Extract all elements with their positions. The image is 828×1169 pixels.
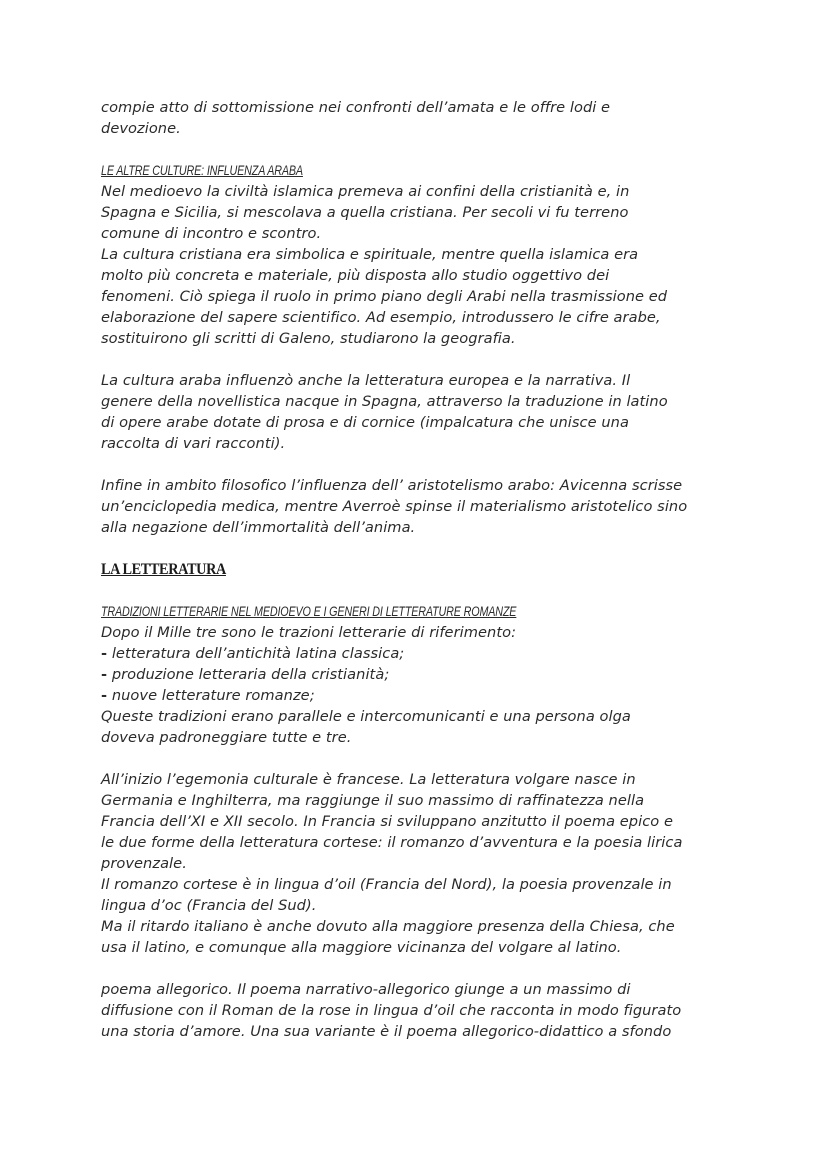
bullet-mark: - xyxy=(101,645,108,662)
text-line: le due forme della letteratura cortese: il romanzo d’avventura e la poesia lirica xyxy=(101,834,683,851)
text-line: compie atto di sottomissione nei confronti dell’amata e le offre lodi e xyxy=(101,99,611,116)
list-item-text: letteratura dell’antichità latina classica; xyxy=(111,645,405,662)
list-item xyxy=(101,664,741,685)
text-line: Nel medioevo la civiltà islamica premeva ai confini della cristianità e, in xyxy=(101,183,630,200)
paragraph-tradizioni xyxy=(101,622,741,748)
text-line: di opere arabe dotate di prosa e di cornice (impalcatura che unisce una xyxy=(101,414,629,431)
text-line: diffusione con il Roman de la rose in lingua d’oil che racconta in modo figurato xyxy=(101,1002,682,1019)
section-title-letteratura: LA LETTERATURA xyxy=(101,561,226,578)
text-line: fenomeni. Ciò spiega il ruolo in primo piano degli Arabi nella trasmissione ed xyxy=(101,288,668,305)
document-page xyxy=(101,97,741,1042)
text-line: provenzale. xyxy=(101,855,187,872)
text-line: un’enciclopedia medica, mentre Averroè spinse il materialismo aristotelico sino xyxy=(101,498,688,515)
text-line: La cultura cristiana era simbolica e spirituale, mentre quella islamica era xyxy=(101,246,639,263)
text-line: Ma il ritardo italiano è anche dovuto alla maggiore presenza della Chiesa, che xyxy=(101,918,675,935)
text-line: Francia dell’XI e XII secolo. In Francia si sviluppano anzitutto il poema epico e xyxy=(101,813,673,830)
text-line: una storia d’amore. Una sua variante è il poema allegorico-didattico a sfondo xyxy=(101,1023,672,1040)
text-line: Dopo il Mille tre sono le trazioni letterarie di riferimento: xyxy=(101,624,517,641)
text-line: Germania e Inghilterra, ma raggiunge il suo massimo di raffinatezza nella xyxy=(101,792,645,809)
text-line: alla negazione dell’immortalità dell’anima. xyxy=(101,519,416,536)
paragraph-poema-allegorico xyxy=(101,979,741,1042)
intro-paragraph xyxy=(101,97,741,139)
text-line: devozione. xyxy=(101,120,181,137)
text-line: poema allegorico. Il poema narrativo-allegorico giunge a un massimo di xyxy=(101,981,631,998)
text-line: elaborazione del sapere scientifico. Ad esempio, introdussero le cifre arabe, xyxy=(101,309,661,326)
text-line: sostituirono gli scritti di Galeno, studiarono la geografia. xyxy=(101,330,516,347)
text-line: Queste tradizioni erano parallele e intercomunicanti e una persona olga xyxy=(101,708,631,725)
paragraph-egemonia xyxy=(101,769,741,958)
section-heading-tradizioni: TRADIZIONI LETTERARIE NEL MEDIOEVO E I GENERI DI LETTERATURE ROMANZE xyxy=(101,604,517,619)
paragraph-arab-3 xyxy=(101,475,741,538)
text-line: La cultura araba influenzò anche la letteratura europea e la narrativa. Il xyxy=(101,372,631,389)
text-line: doveva padroneggiare tutte e tre. xyxy=(101,729,352,746)
list-item-text: produzione letteraria della cristianità; xyxy=(111,666,390,683)
text-line: usa il latino, e comunque alla maggiore vicinanza del volgare al latino. xyxy=(101,939,622,956)
list-item-text: nuove letterature romanze; xyxy=(111,687,315,704)
section-heading-arab: LE ALTRE CULTURE: INFLUENZA ARABA xyxy=(101,163,303,178)
bullet-mark: - xyxy=(101,666,108,683)
text-line: All’inizio l’egemonia culturale è francese. La letteratura volgare nasce in xyxy=(101,771,636,788)
list-item xyxy=(101,643,741,664)
paragraph-arab-1 xyxy=(101,181,741,349)
text-line: comune di incontro e scontro. xyxy=(101,225,322,242)
text-line: molto più concreta e materiale, più disposta allo studio oggettivo dei xyxy=(101,267,610,284)
text-line: Spagna e Sicilia, si mescolava a quella cristiana. Per secoli vi fu terreno xyxy=(101,204,629,221)
paragraph-arab-2 xyxy=(101,370,741,454)
text-line: Il romanzo cortese è in lingua d’oil (Francia del Nord), la poesia provenzale in xyxy=(101,876,672,893)
text-line: Infine in ambito filosofico l’influenza dell’ aristotelismo arabo: Avicenna scrisse xyxy=(101,477,683,494)
text-line: raccolta di vari racconti). xyxy=(101,435,286,452)
list-item xyxy=(101,685,741,706)
text-line: lingua d’oc (Francia del Sud). xyxy=(101,897,317,914)
bullet-mark: - xyxy=(101,687,108,704)
text-line: genere della novellistica nacque in Spagna, attraverso la traduzione in latino xyxy=(101,393,668,410)
